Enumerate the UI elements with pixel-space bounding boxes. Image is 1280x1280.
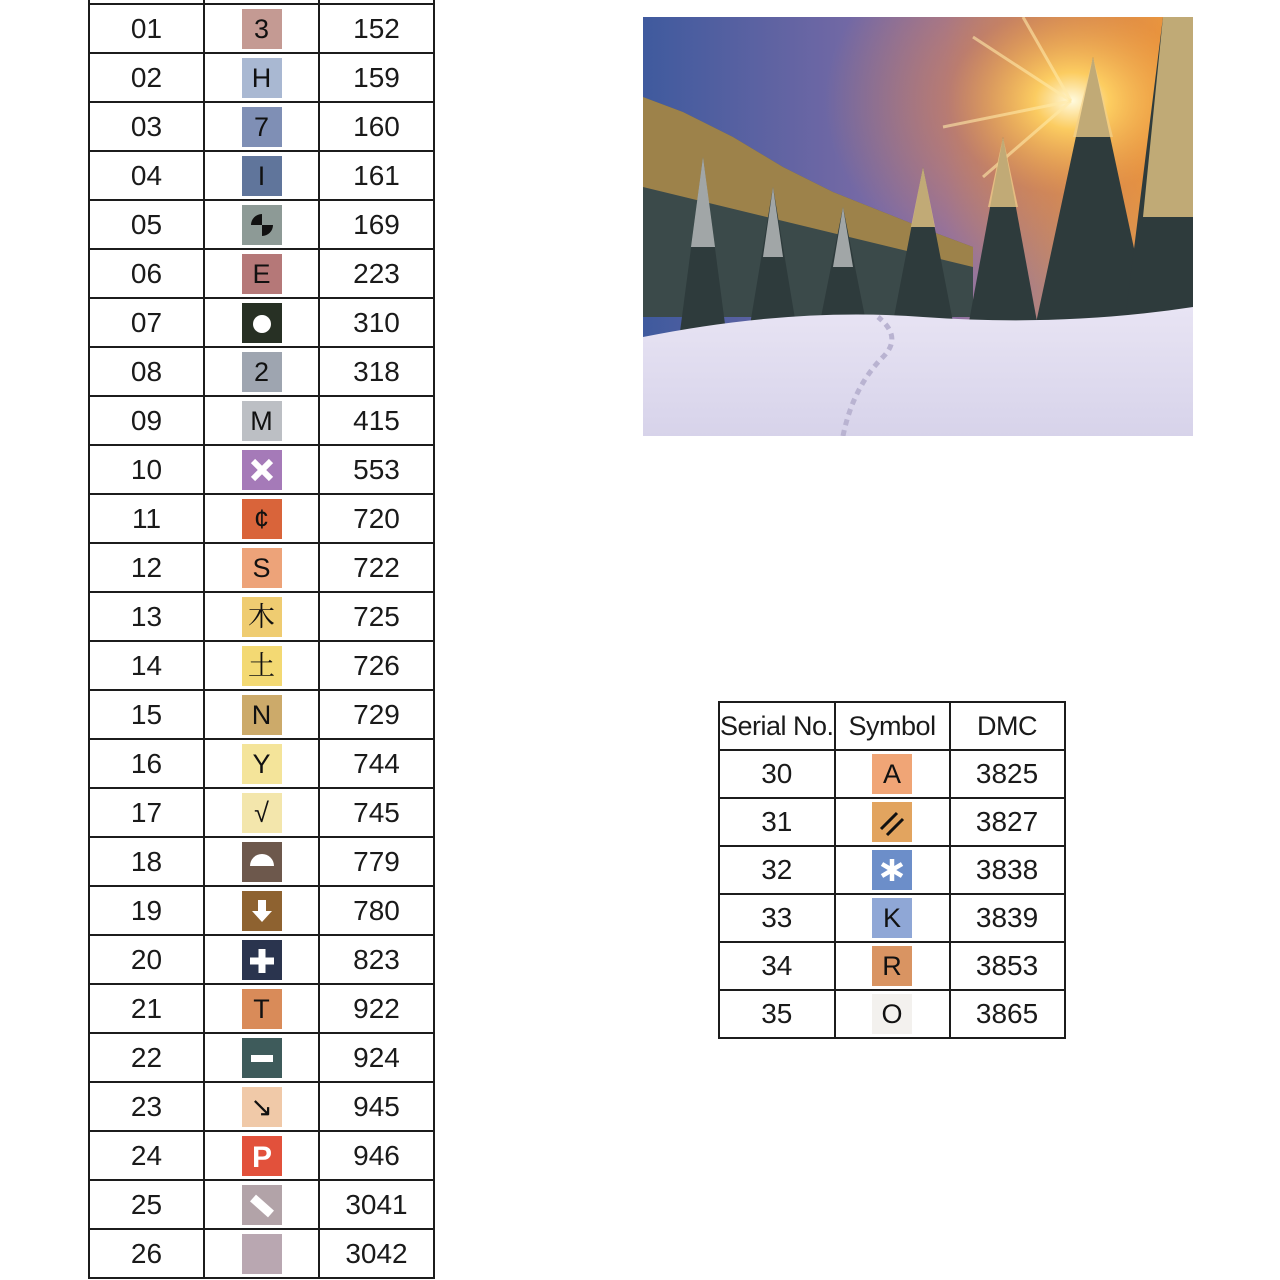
dmc-cell: 553 [319,445,434,494]
table-row [89,935,434,984]
dmc-cell: 722 [319,543,434,592]
color-key-table-left-body [89,0,434,1278]
symbol-cell [204,690,319,739]
symbol-cell [835,942,950,990]
dmc-cell: 3825 [950,750,1065,798]
serial-cell: 34 [719,942,835,990]
serial-cell: 24 [89,1131,204,1180]
dmc-cell: 310 [319,298,434,347]
symbol-swatch: ↘ [242,1087,282,1127]
dmc-cell: 922 [319,984,434,1033]
table-row [89,837,434,886]
table-row [89,53,434,102]
serial-cell: 13 [89,592,204,641]
symbol-swatch: N [242,695,282,735]
symbol-swatch: 木 [242,597,282,637]
dmc-header: DMC [950,702,1065,750]
table-row [89,1131,434,1180]
arrow-down-icon [242,891,282,931]
dmc-cell: 729 [319,690,434,739]
table-row [89,788,434,837]
serial-cell: 21 [89,984,204,1033]
symbol-swatch: 3 [242,9,282,49]
diagonal-bar-icon [242,1185,282,1225]
dmc-cell: 720 [319,494,434,543]
symbol-swatch: I [242,156,282,196]
double-slash-icon [872,802,912,842]
symbol-cell [204,396,319,445]
dmc-cell: 169 [319,200,434,249]
serial-cell: 01 [89,4,204,53]
table-row [89,739,434,788]
serial-cell: 11 [89,494,204,543]
color-key-table-right-body [719,750,1065,1038]
symbol-swatch: H [242,58,282,98]
plus-icon [242,940,282,980]
table-row [89,4,434,53]
dmc-cell: 3041 [319,1180,434,1229]
table-row [719,798,1065,846]
dmc-cell: 3853 [950,942,1065,990]
symbol-cell [204,347,319,396]
dmc-cell: 779 [319,837,434,886]
table-row [89,102,434,151]
symbol-swatch [242,1234,282,1274]
symbol-swatch: 2 [242,352,282,392]
symbol-cell [204,1131,319,1180]
dmc-cell: 3865 [950,990,1065,1038]
symbol-swatch: 7 [242,107,282,147]
symbol-cell [204,53,319,102]
table-row [89,1033,434,1082]
table-row [89,151,434,200]
symbol-cell [204,1180,319,1229]
dmc-cell: 152 [319,4,434,53]
dmc-cell: 780 [319,886,434,935]
table-header-row [719,702,1065,750]
dmc-cell: 726 [319,641,434,690]
table-row [89,445,434,494]
serial-cell: 06 [89,249,204,298]
symbol-cell [204,249,319,298]
dmc-cell: 161 [319,151,434,200]
serial-cell: 12 [89,543,204,592]
symbol-cell [204,1082,319,1131]
serial-cell: 22 [89,1033,204,1082]
serial-cell: 03 [89,102,204,151]
table-row [89,200,434,249]
dmc-cell: 160 [319,102,434,151]
symbol-swatch: A [872,754,912,794]
table-row [89,592,434,641]
symbol-swatch: O [872,994,912,1034]
symbol-cell [204,837,319,886]
table-row [719,750,1065,798]
symbol-cell [204,1033,319,1082]
table-row [89,641,434,690]
table-row [89,494,434,543]
serial-cell: 05 [89,200,204,249]
serial-cell: 04 [89,151,204,200]
symbol-cell [835,846,950,894]
dmc-cell: 946 [319,1131,434,1180]
symbol-cell [204,200,319,249]
dmc-cell: 415 [319,396,434,445]
dmc-cell: 745 [319,788,434,837]
x-icon [242,450,282,490]
serial-cell: 35 [719,990,835,1038]
table-row [89,249,434,298]
dmc-cell: 223 [319,249,434,298]
symbol-cell [204,1229,319,1278]
table-row [89,690,434,739]
symbol-swatch: K [872,898,912,938]
serial-cell: 19 [89,886,204,935]
table-row [89,347,434,396]
symbol-cell [835,990,950,1038]
svg-text:P: P [251,1140,272,1174]
dmc-cell: 924 [319,1033,434,1082]
symbol-cell [204,935,319,984]
symbol-cell [204,592,319,641]
table-row [89,1180,434,1229]
symbol-cell [204,739,319,788]
symbol-cell [204,641,319,690]
dmc-cell: 318 [319,347,434,396]
dmc-cell: 3827 [950,798,1065,846]
table-row [719,894,1065,942]
symbol-cell [204,543,319,592]
asterisk-icon [872,850,912,890]
symbol-cell [835,894,950,942]
serial-cell: 14 [89,641,204,690]
serial-cell: 07 [89,298,204,347]
p-icon [242,1136,282,1176]
dmc-cell: 945 [319,1082,434,1131]
symbol-swatch: R [872,946,912,986]
serial-cell: 25 [89,1180,204,1229]
table-row [719,990,1065,1038]
serial-cell: 17 [89,788,204,837]
serial-cell: 31 [719,798,835,846]
dmc-cell: 3838 [950,846,1065,894]
serial-cell: 09 [89,396,204,445]
symbol-swatch: ¢ [242,499,282,539]
symbol-cell [835,798,950,846]
table-row [89,1082,434,1131]
symbol-swatch: E [242,254,282,294]
dot-icon [242,303,282,343]
symbol-cell [204,494,319,543]
symbol-swatch: T [242,989,282,1029]
color-key-table-left [88,0,435,1279]
minus-icon [242,1038,282,1078]
table-row [719,942,1065,990]
symbol-swatch: 土 [242,646,282,686]
serial-cell: 23 [89,1082,204,1131]
symbol-cell [835,750,950,798]
symbol-cell [204,886,319,935]
symbol-swatch: Y [242,744,282,784]
table-row [89,886,434,935]
symbol-swatch: M [242,401,282,441]
symbol-cell [204,788,319,837]
dmc-cell: 725 [319,592,434,641]
serial-cell: 15 [89,690,204,739]
symbol-swatch: √ [242,793,282,833]
quarter-circles-icon [242,205,282,245]
serial-cell: 08 [89,347,204,396]
symbol-cell [204,151,319,200]
serial-cell: 18 [89,837,204,886]
table-row [89,298,434,347]
table-row [719,846,1065,894]
dmc-cell: 3042 [319,1229,434,1278]
symbol-cell [204,445,319,494]
dmc-cell: 3839 [950,894,1065,942]
symbol-swatch: S [242,548,282,588]
serial-cell: 02 [89,53,204,102]
serial-cell: 26 [89,1229,204,1278]
snowy-forest-sunset-image [643,17,1193,436]
table-row [89,984,434,1033]
serial-cell: 33 [719,894,835,942]
serial-cell: 30 [719,750,835,798]
symbol-cell [204,4,319,53]
half-circle-icon [242,842,282,882]
color-key-table-right [718,701,1066,1039]
serial-no-header: Serial No. [719,702,835,750]
symbol-cell [204,984,319,1033]
dmc-cell: 159 [319,53,434,102]
serial-cell: 32 [719,846,835,894]
table-row [89,1229,434,1278]
serial-cell: 16 [89,739,204,788]
symbol-header: Symbol [835,702,950,750]
symbol-cell [204,102,319,151]
table-row [89,543,434,592]
dmc-cell: 823 [319,935,434,984]
serial-cell: 10 [89,445,204,494]
serial-cell: 20 [89,935,204,984]
table-row [89,396,434,445]
dmc-cell: 744 [319,739,434,788]
symbol-cell [204,298,319,347]
